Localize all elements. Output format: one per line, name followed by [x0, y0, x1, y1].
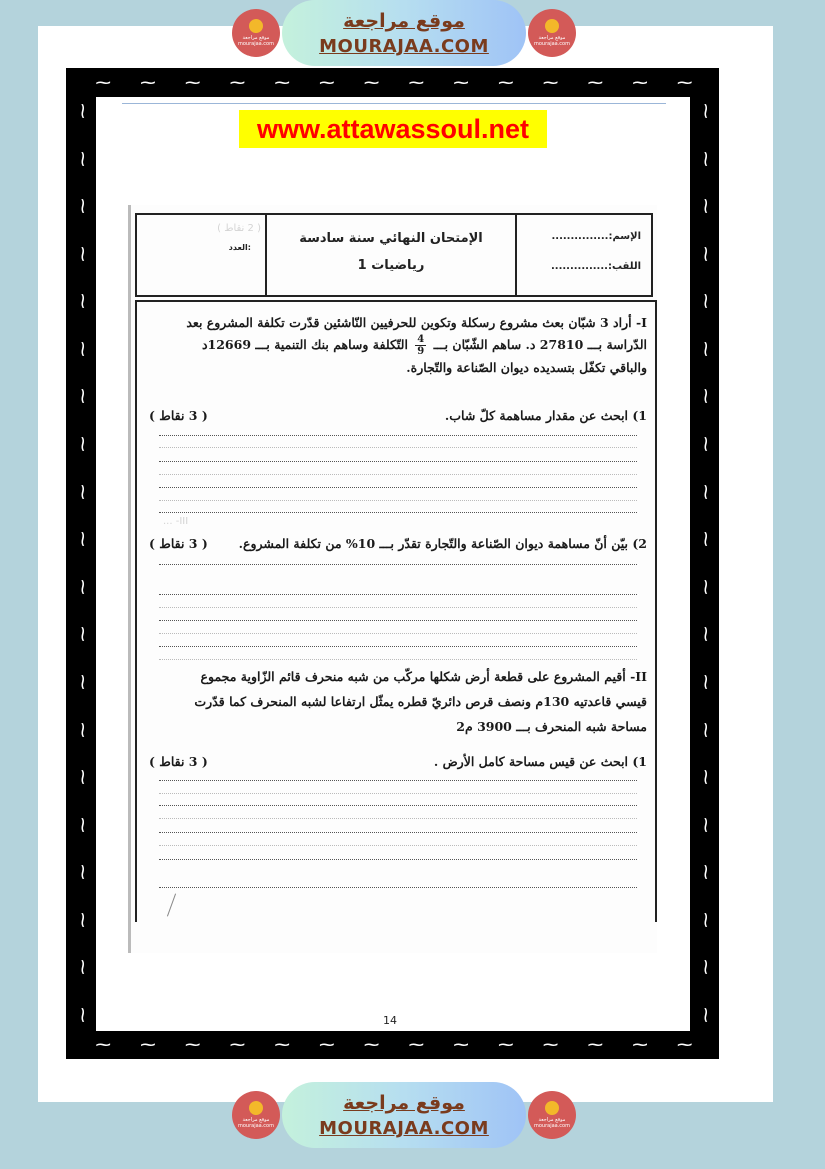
banner-site-name: MOURAJAA.COM: [319, 36, 489, 57]
frame-ornaments-left: ~ ~ ~ ~ ~ ~ ~ ~ ~ ~ ~ ~ ~ ~ ~ ~ ~ ~ ~ ~: [74, 101, 90, 1025]
answer-line[interactable]: [159, 564, 637, 565]
banner-pill[interactable]: [282, 1082, 526, 1148]
mourajaa-banner-bottom[interactable]: [232, 1082, 588, 1148]
exam-title: الإمتحان النهائي سنة سادسة: [299, 231, 483, 246]
points-badge: ( 3 نقاط ): [149, 754, 208, 769]
book-icon: [545, 1101, 559, 1115]
book-icon: [249, 1101, 263, 1115]
book-icon: [545, 19, 559, 33]
points-badge: ( 3 نقاط ): [149, 536, 208, 551]
exam-title-cell: [267, 215, 517, 295]
logo-badge-right: موقع مراجعة mourajaa.com: [528, 1091, 576, 1139]
points-badge: ( 3 نقاط ): [149, 408, 208, 423]
student-info-cell: [517, 215, 651, 295]
header-rule: [122, 103, 666, 104]
banner-site-name: MOURAJAA.COM: [319, 1118, 489, 1139]
answer-line[interactable]: [159, 461, 637, 462]
banner-pill[interactable]: [282, 0, 526, 66]
answer-line[interactable]: [159, 805, 637, 806]
exam-subject: رياضيات 1: [357, 258, 425, 273]
banner-arabic-title: موقع مراجعة: [343, 1092, 465, 1114]
part2-question1: 1) ابحث عن قيس مساحة كامل الأرض . ( 3 نقاط ): [149, 754, 647, 769]
answer-line[interactable]: [159, 487, 637, 488]
answer-line[interactable]: [159, 832, 637, 833]
answer-line[interactable]: [159, 620, 637, 621]
part2-intro: II- أقيم المشروع على قطعة أرض شكلها مركّب من شبه منحرف قائم الزّاوية مجموع قيسي قاعدتيه 130م ونصف قرص دائريّ قطره يمثّل ارتفاعا لشبه المنحرف كما قدّرت مساحة شبه المنحرف بـــ 3900 م2: [194, 669, 647, 734]
logo-badge-left: موقع مراجعة mourajaa.com: [232, 9, 280, 57]
book-icon: [249, 19, 263, 33]
logo-badge-right: موقع مراجعة mourajaa.com: [528, 9, 576, 57]
mourajaa-banner-top[interactable]: [232, 0, 588, 66]
attawassoul-watermark[interactable]: www.attawassoul.net: [239, 110, 547, 148]
exam-header-table: [135, 213, 653, 297]
exam-number-cell: ( 2 نقاط ) العدد:: [137, 215, 267, 295]
frame-ornaments-right: ~ ~ ~ ~ ~ ~ ~ ~ ~ ~ ~ ~ ~ ~ ~ ~ ~ ~ ~ ~: [697, 101, 713, 1025]
scanned-exam-sheet: [128, 205, 657, 953]
surname-field[interactable]: اللقب:...............: [550, 261, 641, 272]
page-number: 14: [383, 1014, 397, 1027]
answer-line[interactable]: [159, 887, 637, 888]
number-label: العدد:: [228, 243, 251, 252]
answer-line[interactable]: [159, 780, 637, 781]
answer-line[interactable]: [159, 435, 637, 436]
name-field[interactable]: الإسم:...............: [551, 231, 641, 242]
answer-line[interactable]: [159, 594, 637, 595]
logo-badge-left: موقع مراجعة mourajaa.com: [232, 1091, 280, 1139]
answer-line[interactable]: [159, 646, 637, 647]
frame-ornaments-top: ~ ~ ~ ~ ~ ~ ~ ~ ~ ~ ~ ~ ~ ~: [94, 75, 694, 91]
answer-line[interactable]: [159, 859, 637, 860]
banner-arabic-title: موقع مراجعة: [343, 10, 465, 32]
exam-body: I- أراد 3 شبّان بعث مشروع رسكلة وتكوين للحرفيين النّاشئين قدّرت تكلفة المشروع بعد الدّراسة بـــ 27810 د. ساهم الشّبّان بـــ $\frac{4}{9}$ التّكلفة وساهم بنك التنمية بـــ 12669د والباقي تكفّل بتسديده ديوان الصّناعة والتّجارة. 1) ابحث عن مقدار مساهمة كلّ شاب. ( 3 نقاط ) III- ... 2) بيّن أنّ مساهمة ديوان الصّناعة والتّجارة تقدّر بـــ 10% من تكلفة المشروع. ( 3 نقاط ) II- أقيم المشروع على قطعة أرض شكلها مركّب من شبه منحرف قائم الزّاوية مجموع قيسي قاعدتيه 130م ونصف قرص دائريّ قطره يمثّل ارتفاعا لشبه المنحرف كما قدّرت مساحة شبه المنحرف بـــ 3900 م2 1) ابحث عن قيس مساحة كامل الأرض . ( 3 نقاط ): [135, 300, 657, 922]
part1-question2: 2) بيّن أنّ مساهمة ديوان الصّناعة والتّجارة تقدّر بـــ 10% من تكلفة المشروع. ( 3 نقاط ): [149, 536, 647, 551]
part1-question1: 1) ابحث عن مقدار مساهمة كلّ شاب. ( 3 نقاط ): [149, 408, 647, 423]
part1-intro: I- أراد 3 شبّان بعث مشروع رسكلة وتكوين للحرفيين النّاشئين قدّرت تكلفة المشروع بعد الدّراسة بـــ 27810 د. ساهم الشّبّان بـــ $\frac{4}{9}$ التّكلفة وساهم بنك التنمية بـــ 12669د والباقي تكفّل بتسديده ديوان الصّناعة والتّجارة.: [186, 315, 647, 375]
answer-line[interactable]: [159, 512, 637, 513]
fraction: $\frac{4}{9}$: [417, 334, 425, 357]
frame-ornaments-bottom: ~ ~ ~ ~ ~ ~ ~ ~ ~ ~ ~ ~ ~ ~: [94, 1037, 694, 1053]
